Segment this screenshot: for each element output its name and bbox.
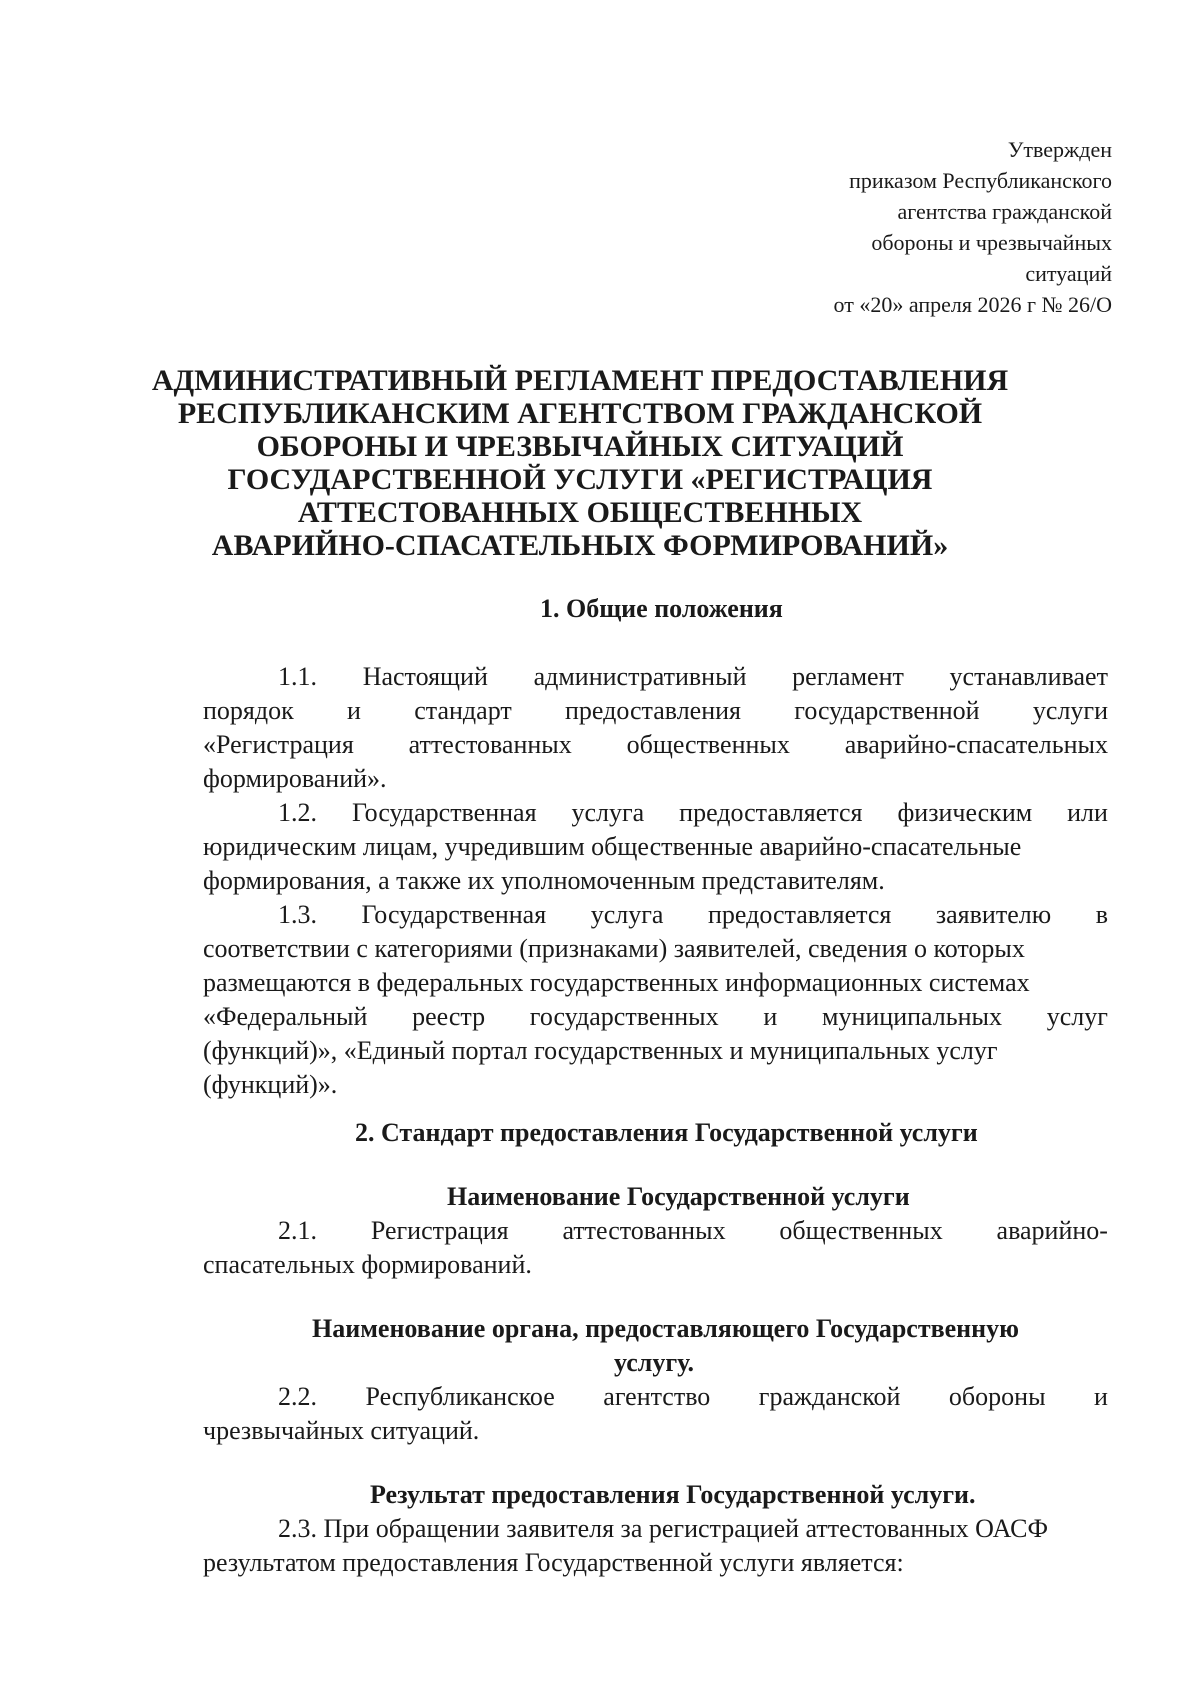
word: муниципальных bbox=[822, 1002, 1003, 1031]
title-line: ОБОРОНЫ И ЧРЕЗВЫЧАЙНЫХ СИТУАЦИЙ bbox=[256, 430, 904, 463]
word: аттестованных bbox=[408, 730, 572, 759]
paragraph-line bbox=[203, 660, 1108, 694]
title-line: АВАРИЙНО-СПАСАТЕЛЬНЫХ ФОРМИРОВАНИЙ» bbox=[211, 529, 949, 562]
paragraph-line bbox=[203, 1380, 1108, 1414]
word: 2.1. bbox=[278, 1216, 317, 1245]
approval-line: Утвержден bbox=[1007, 137, 1112, 162]
word: Регистрация bbox=[370, 1216, 509, 1245]
section-2-heading: 2. Стандарт предоставления Государственной услуги bbox=[355, 1118, 978, 1147]
word: аттестованных bbox=[562, 1216, 726, 1245]
subsection-heading: услугу. bbox=[614, 1348, 695, 1377]
word: агентство bbox=[603, 1382, 711, 1411]
word: физическим bbox=[897, 798, 1033, 827]
word: общественных bbox=[779, 1216, 943, 1245]
word: общественных bbox=[626, 730, 790, 759]
word: услуги bbox=[1032, 696, 1108, 725]
word: «Федеральный bbox=[203, 1002, 368, 1031]
paragraph-line: (функций)». bbox=[203, 1070, 338, 1099]
word: государственных bbox=[529, 1002, 719, 1031]
subsection-heading: Результат предоставления Государственной услуги. bbox=[370, 1480, 976, 1509]
word: услуга bbox=[590, 900, 664, 929]
approval-line: ситуаций bbox=[1025, 261, 1112, 286]
word: порядок bbox=[203, 696, 294, 725]
approval-block bbox=[834, 134, 1112, 320]
document-title bbox=[150, 364, 1010, 562]
paragraph-2-2 bbox=[203, 1380, 1108, 1448]
word: Настоящий bbox=[362, 662, 488, 691]
paragraph-line: формирований». bbox=[203, 764, 387, 793]
word: регламент bbox=[792, 662, 904, 691]
word: аварийно- bbox=[996, 1216, 1108, 1245]
title-line: АДМИНИСТРАТИВНЫЙ РЕГЛАМЕНТ ПРЕДОСТАВЛЕНИЯ bbox=[151, 364, 1009, 397]
paragraph-1-1 bbox=[203, 660, 1108, 796]
approval-line: от «20» апреля 2026 г № 26/О bbox=[833, 292, 1112, 317]
paragraph-line: юридическим лицам, учредившим общественные аварийно-спасательные bbox=[203, 832, 1022, 861]
word: предоставляется bbox=[679, 798, 863, 827]
paragraph-1-3 bbox=[203, 898, 1108, 1102]
paragraph-line: 2.3. При обращении заявителя за регистрацией аттестованных ОАСФ bbox=[278, 1514, 1048, 1543]
title-line: РЕСПУБЛИКАНСКИМ АГЕНТСТВОМ ГРАЖДАНСКОЙ bbox=[177, 397, 983, 430]
paragraph-2-1 bbox=[203, 1214, 1108, 1282]
word: Государственная bbox=[351, 798, 537, 827]
word: и bbox=[1094, 1382, 1108, 1411]
paragraph-line: чрезвычайных ситуаций. bbox=[203, 1416, 480, 1445]
paragraph-line: размещаются в федеральных государственных информационных системах bbox=[203, 968, 1030, 997]
title-line: ГОСУДАРСТВЕННОЙ УСЛУГИ «РЕГИСТРАЦИЯ bbox=[227, 463, 933, 496]
word: Государственная bbox=[361, 900, 547, 929]
paragraph-line: формирования, а также их уполномоченным представителям. bbox=[203, 866, 885, 895]
word: гражданской bbox=[758, 1382, 901, 1411]
word: заявителю bbox=[935, 900, 1052, 929]
paragraph-line: (функций)», «Единый портал государственных и муниципальных услуг bbox=[203, 1036, 998, 1065]
word: государственной bbox=[794, 696, 980, 725]
word: 1.2. bbox=[278, 798, 317, 827]
word: услуга bbox=[571, 798, 645, 827]
word: стандарт bbox=[414, 696, 512, 725]
word: предоставления bbox=[565, 696, 741, 725]
word: Республиканское bbox=[365, 1382, 555, 1411]
paragraph-line: результатом предоставления Государственной услуги является: bbox=[203, 1548, 904, 1577]
paragraph-1-2 bbox=[203, 796, 1108, 898]
paragraph-line bbox=[203, 796, 1108, 830]
paragraph-2-3 bbox=[203, 1512, 1108, 1580]
word: устанавливает bbox=[949, 662, 1108, 691]
word: и bbox=[347, 696, 361, 725]
word: «Регистрация bbox=[203, 730, 354, 759]
paragraph-line bbox=[203, 898, 1108, 932]
section-1-heading: 1. Общие положения bbox=[540, 594, 783, 623]
word: обороны bbox=[948, 1382, 1046, 1411]
word: административный bbox=[533, 662, 747, 691]
subsection-heading: Наименование органа, предоставляющего Государственную bbox=[312, 1314, 1020, 1343]
word: аварийно-спасательных bbox=[844, 730, 1108, 759]
word: реестр bbox=[412, 1002, 486, 1031]
word: предоставляется bbox=[707, 900, 892, 929]
title-line: АТТЕСТОВАННЫХ ОБЩЕСТВЕННЫХ bbox=[297, 496, 863, 529]
word: или bbox=[1067, 798, 1108, 827]
paragraph-line bbox=[203, 694, 1108, 728]
approval-line: обороны и чрезвычайных bbox=[871, 230, 1112, 255]
word: в bbox=[1095, 900, 1108, 929]
word: услуг bbox=[1046, 1002, 1108, 1031]
paragraph-line: соответствии с категориями (признаками) заявителей, сведения о которых bbox=[203, 934, 1025, 963]
paragraph-line: спасательных формирований. bbox=[203, 1250, 532, 1279]
paragraph-line bbox=[203, 1000, 1108, 1034]
subsection-heading: Наименование Государственной услуги bbox=[447, 1182, 910, 1211]
word: 2.2. bbox=[278, 1382, 317, 1411]
word: 1.3. bbox=[278, 900, 317, 929]
approval-line: приказом Республиканского bbox=[849, 168, 1112, 193]
approval-line: агентства гражданской bbox=[897, 199, 1112, 224]
word: и bbox=[763, 1002, 778, 1031]
word: 1.1. bbox=[278, 662, 317, 691]
paragraph-line bbox=[203, 1214, 1108, 1248]
paragraph-line bbox=[203, 728, 1108, 762]
